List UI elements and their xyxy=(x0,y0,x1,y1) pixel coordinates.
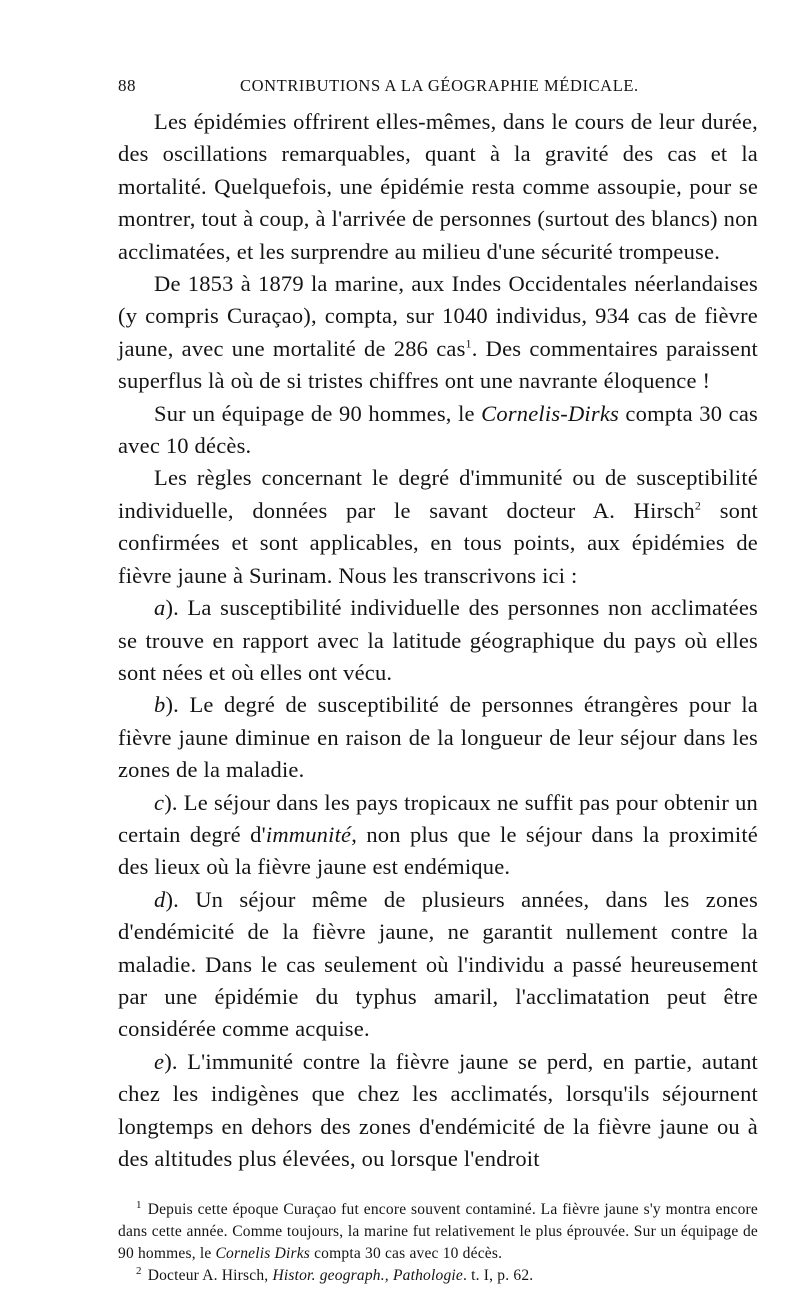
page-header xyxy=(118,66,758,106)
page-number: 88 xyxy=(118,76,136,95)
footnote-ref-1[interactable]: 1 xyxy=(465,336,472,351)
body-text xyxy=(118,106,758,1175)
book-page xyxy=(118,66,758,1287)
rule-d: d). Un séjour même de plusieurs années, dans les zones d'endémicité de la fièvre jaune, ne garantit nullement contre la maladie. Dans le cas seulement où l'individu a passé heureusement par une épidémie du typhus amaril, l'acclimatation peut être considérée comme acquise. xyxy=(118,886,758,1042)
paragraph-epidemics: Les épidémies offrirent elles-mêmes, dans le cours de leur durée, des oscillations remarquables, quant à la gravité des cas et la mortalité. Quelquefois, une épidémie resta comme assoupie, pour se montrer, tout à coup, à l'arrivée de personnes (surtout des blancs) non acclimatées, et les surprendre au milieu d'une sécurité trompeuse. xyxy=(118,109,758,264)
footnote-2: $^2$ Docteur A. Hirsch, Histor. geograph., Pathologie. t. I, p. 62. xyxy=(136,1265,534,1285)
paragraph-immunity-rules: Les règles concernant le degré d'immunité ou de susceptibilité individuelle, données par le savant docteur A. Hirsch$^2$ sont confirmées et sont applicables, en tous points, aux épidémies de fièvre jaune à Surinam. Nous les transcrivons ici : xyxy=(118,465,758,588)
running-title: CONTRIBUTIONS A LA GÉOGRAPHIE MÉDICALE. xyxy=(240,76,639,95)
rule-e: e). L'immunité contre la fièvre jaune se perd, en partie, autant chez les indigènes que chez les acclimatés, lorsqu'ils séjournent longtemps en dehors des zones d'endémicité de la fièvre jaune ou à des altitudes plus élevées, ou lorsque l'endroit xyxy=(118,1048,758,1171)
rule-c-label: c xyxy=(154,789,165,815)
footnote-2-mark: 2 xyxy=(136,1265,142,1278)
footnote-ship-name: Cornelis Dirks xyxy=(215,1245,311,1263)
ship-name: Cornelis-Dirks xyxy=(481,400,619,426)
footnote-1-mark: 1 xyxy=(136,1199,142,1212)
paragraph-marine-statistics: De 1853 à 1879 la marine, aux Indes Occidentales néerlandaises (y compris Curaçao), compta, sur 1040 individus, 934 cas de fièvre jaune, avec une mortalité de 286 cas$^1$. Des commentaires paraissent superflus là où de si tristes chiffres ont une navrante éloquence ! xyxy=(118,271,758,394)
rule-a-label: a xyxy=(154,595,166,621)
rule-d-label: d xyxy=(154,886,166,912)
footnote-book-title: Histor. geograph., Pathologie xyxy=(272,1267,463,1285)
rule-c: c). Le séjour dans les pays tropicaux ne suffit pas pour obtenir un certain degré d'immunité, non plus que le séjour dans la proximité des lieux où la fièvre jaune est endémique. xyxy=(118,789,758,880)
rule-a: a). La susceptibilité individuelle des personnes non acclimatées se trouve en rapport avec la latitude géographique du pays où elles sont nées et où elles ont vécu. xyxy=(118,595,758,685)
paragraph-crew: Sur un équipage de 90 hommes, le Cornelis-Dirks compta 30 cas avec 10 décès. xyxy=(118,400,758,459)
footnotes xyxy=(118,1199,758,1287)
rule-b-label: b xyxy=(154,692,166,718)
footnote-1: $^1$ Depuis cette époque Curaçao fut encore souvent contaminé. La fièvre jaune s'y montra encore dans cette année. Comme toujours, la marine fut relativement le plus éprouvée. Sur un équipage de 90 hommes, le Cornelis Dirks compta 30 cas avec 10 décès. xyxy=(118,1199,758,1263)
rule-e-label: e xyxy=(154,1048,165,1074)
rule-b: b). Le degré de susceptibilité de personnes étrangères pour la fièvre jaune diminue en raison de la longueur de leur séjour dans les zones de la maladie. xyxy=(118,692,758,783)
emphasis-immunite: immunité xyxy=(265,821,352,847)
footnote-ref-2[interactable]: 2 xyxy=(694,498,702,513)
